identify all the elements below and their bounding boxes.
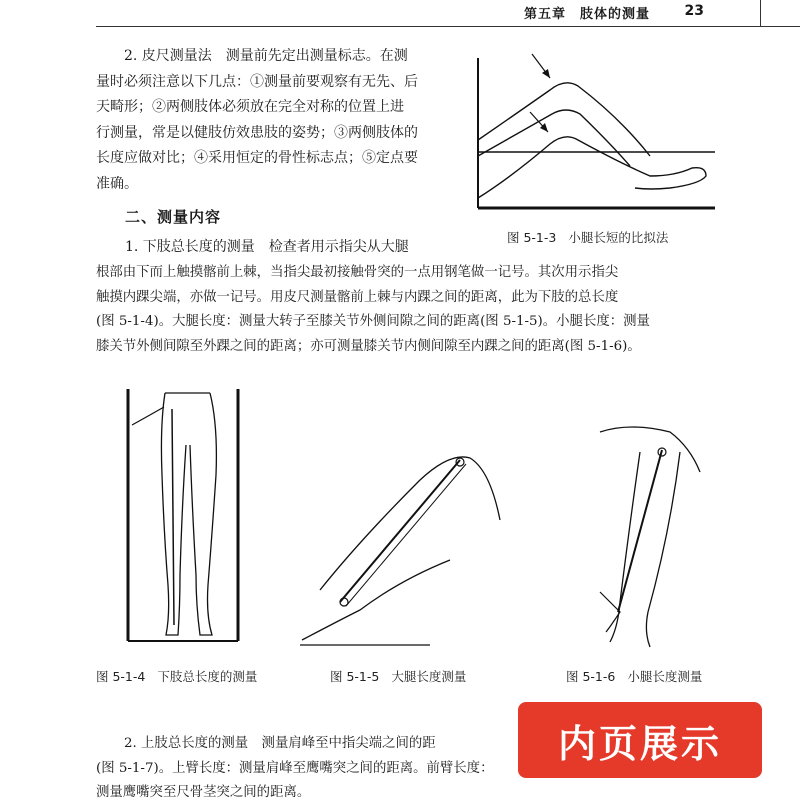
figure-title: 下肢总长度的测量	[157, 669, 258, 684]
paragraph-lower-limb-first-line: 1. 下肢总长度的测量 检查者用示指尖从大腿	[125, 239, 409, 255]
text-line: 测量鹰嘴突至尺骨茎突之间的距离。	[96, 785, 311, 800]
figure-number: 图 5-1-6	[566, 669, 616, 684]
paragraph-tape-measure-method	[96, 44, 476, 197]
figure-5-1-5-caption	[330, 667, 466, 685]
figure-title: 大腿长度测量	[391, 669, 467, 684]
figure-title: 小腿长短的比拟法	[568, 230, 669, 245]
figure-title: 小腿长度测量	[627, 669, 703, 684]
chapter-title: 第五章 肢体的测量	[523, 7, 650, 22]
figure-number: 图 5-1-3	[507, 230, 557, 245]
text-line: 根部由下而上触摸髂前上棘，当指尖最初接触骨突的一点用钢笔做一记号。其次用示指尖	[96, 265, 619, 280]
section-heading: 二、测量内容	[125, 208, 222, 226]
figure-5-1-3-caption	[507, 228, 668, 246]
figure-number: 图 5-1-5	[330, 669, 380, 684]
header-divider	[760, 0, 761, 26]
figure-5-1-3-knees-illustration	[470, 48, 720, 216]
text-line: (图 5-1-7)。上臂长度：测量肩峰至鹰嘴突之间的距离。前臂长度：	[96, 760, 494, 776]
text-line: 天畸形；②两侧肢体必须放在完全对称的位置上进	[96, 99, 404, 115]
text-line: 2. 皮尺测量法 测量前先定出测量标志。在测	[124, 48, 408, 64]
text-line: 长度应做对比；④采用恒定的骨性标志点；⑤定点要	[96, 150, 418, 166]
page-number: 23	[684, 3, 704, 19]
figure-5-1-4-caption	[96, 667, 257, 685]
figure-5-1-5-thigh-measurement	[300, 430, 520, 650]
text-line: 准确。	[96, 175, 138, 192]
text-line: (图 5-1-4)。大腿长度：测量大转子至膝关节外侧间隙之间的距离(图 5-1-5)。小腿长度：测量	[96, 314, 650, 329]
figure-number: 图 5-1-4	[96, 669, 146, 684]
inner-page-preview-badge: 内页展示	[518, 702, 762, 778]
paragraph-lower-limb-length	[96, 261, 716, 359]
page-header	[96, 0, 800, 27]
figure-5-1-4-standing-legs	[120, 385, 250, 647]
text-line: 量时必须注意以下几点：①测量前要观察有无先、后	[96, 73, 418, 90]
text-line: 行测量，常是以健肢仿效患肢的姿势；③两侧肢体的	[96, 124, 418, 141]
text-line: 触摸内踝尖端，亦做一记号。用皮尺测量髂前上棘与内踝之间的距离，此为下肢的总长度	[96, 289, 619, 305]
text-line: 2. 上肢总长度的测量 测量肩峰至中指尖端之间的距	[124, 736, 436, 751]
figure-5-1-6-lower-leg-measurement	[570, 402, 720, 652]
figure-5-1-6-caption	[566, 667, 702, 685]
text-line: 膝关节外侧间隙至外踝之间的距离；亦可测量膝关节内侧间隙至内踝之间的距离(图 5-1-6)。	[96, 338, 641, 354]
